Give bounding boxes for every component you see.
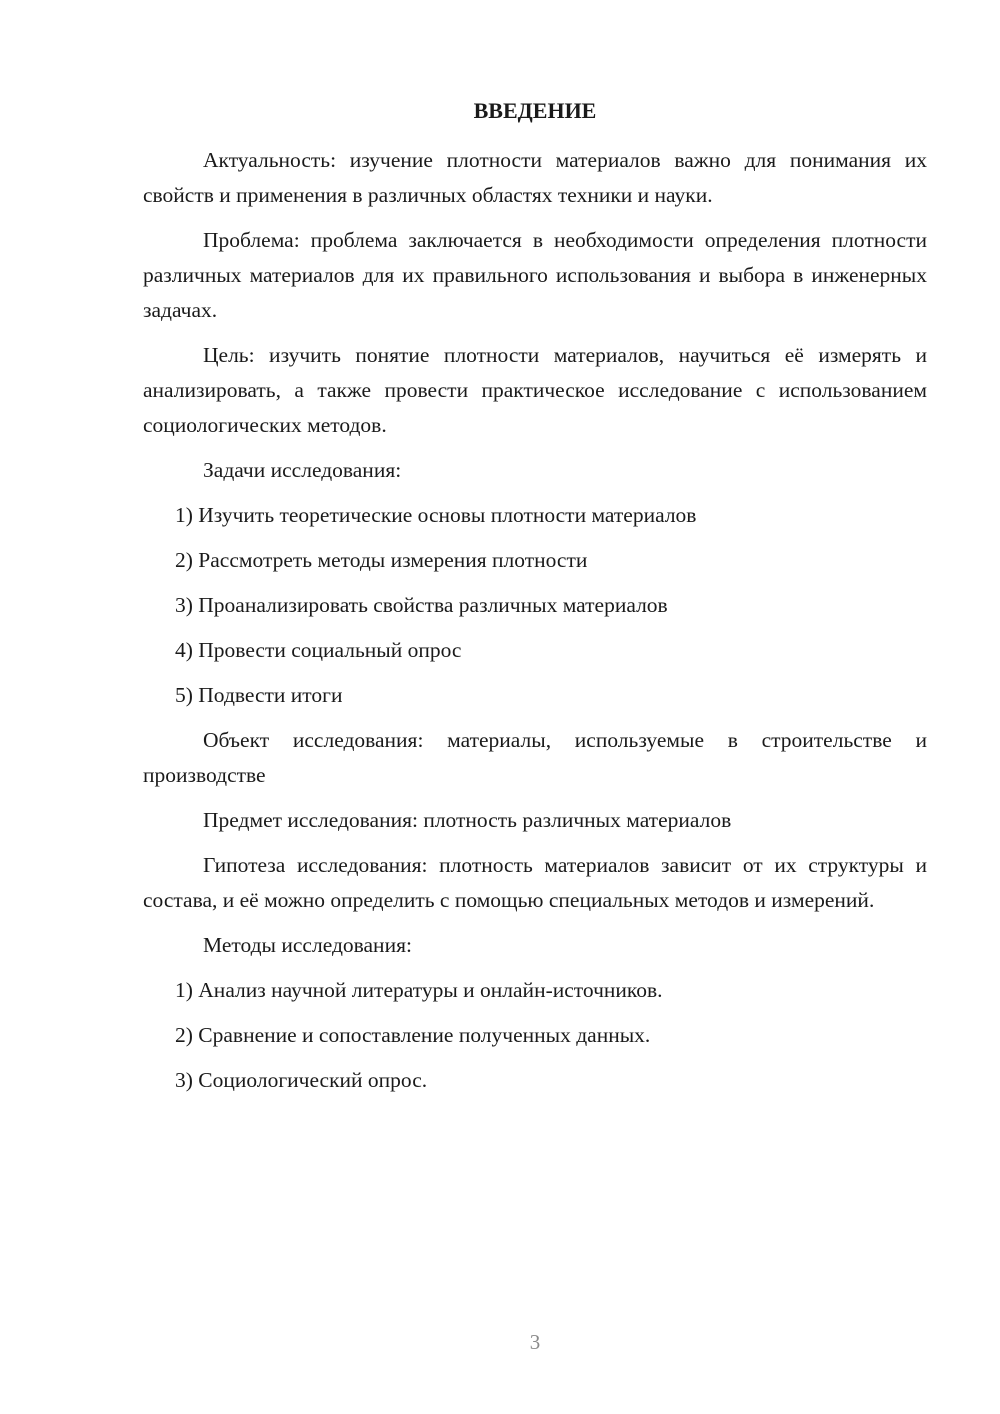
task-item: 2) Рассмотреть методы измерения плотности [175,548,588,572]
hypothesis-paragraph: Гипотеза исследования: плотность материалов зависит от их структуры и состава, и её можно определить с помощью специальных методов и измерений. [143,853,927,912]
task-item: 3) Проанализировать свойства различных материалов [175,593,668,617]
document-body [143,143,927,1108]
goal-paragraph: Цель: изучить понятие плотности материалов, научиться её измерять и анализировать, а также провести практическое исследование с использованием социологических методов. [143,343,927,437]
method-item: 3) Социологический опрос. [175,1068,428,1092]
methods-heading: Методы исследования: [203,933,412,957]
method-item: 2) Сравнение и сопоставление полученных данных. [175,1023,651,1047]
object-paragraph: Объект исследования: материалы, используемые в строительстве и производстве [143,728,927,787]
document-page [143,0,927,1414]
page-title: ВВЕДЕНИЕ [473,98,597,123]
task-item: 4) Провести социальный опрос [175,638,462,662]
subject-paragraph: Предмет исследования: плотность различных материалов [203,808,732,832]
page-number: 3 [529,1330,541,1354]
method-item: 1) Анализ научной литературы и онлайн-источников. [175,978,663,1002]
problem-paragraph: Проблема: проблема заключается в необходимости определения плотности различных материалов для их правильного использования и выбора в инженерных задачах. [143,228,927,322]
tasks-heading: Задачи исследования: [203,458,402,482]
task-item: 1) Изучить теоретические основы плотности материалов [175,503,697,527]
relevance-paragraph: Актуальность: изучение плотности материалов важно для понимания их свойств и применения в различных областях техники и науки. [143,148,927,207]
task-item: 5) Подвести итоги [175,683,343,707]
